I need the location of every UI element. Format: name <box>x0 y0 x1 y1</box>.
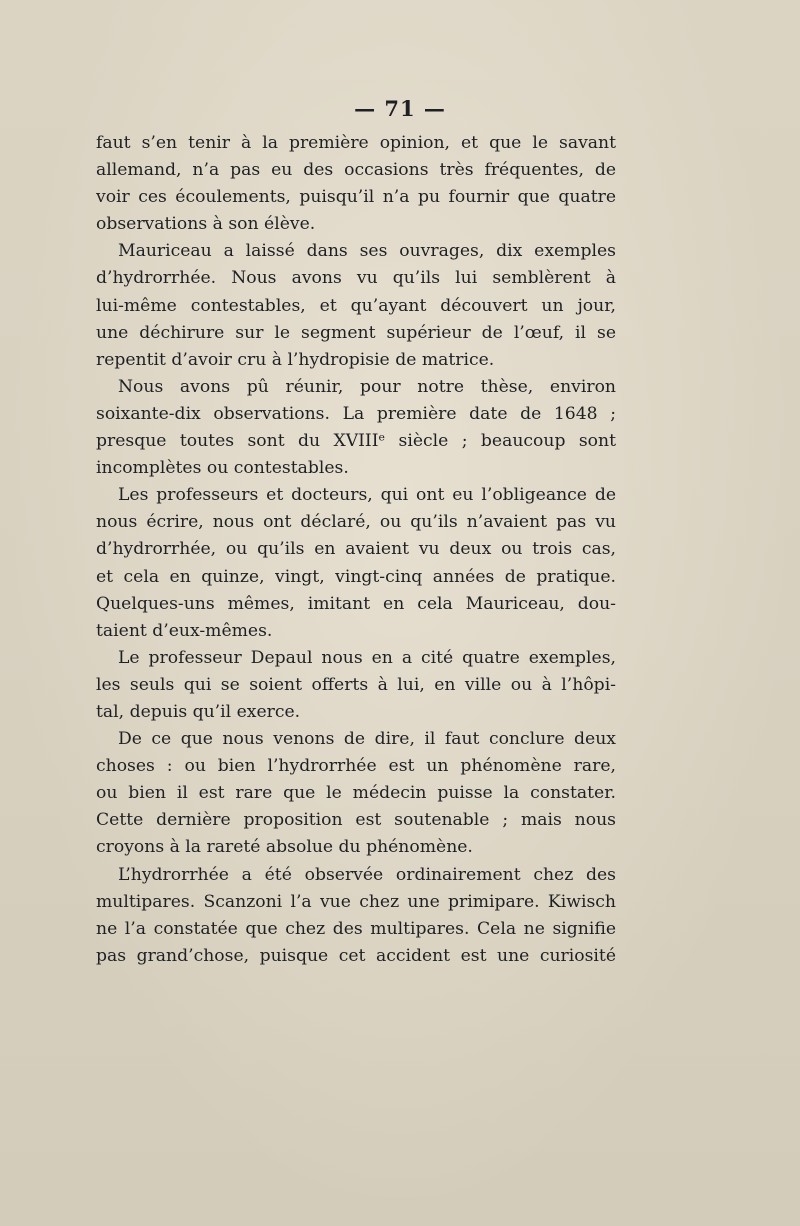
text-line: soixante-dix observations. La première date de 1648 ; <box>96 403 616 424</box>
text-line: voir ces écoulements, puisqu’il n’a pu fournir que quatre <box>96 187 616 208</box>
text-line: nous écrire, nous ont déclaré, ou qu’ils n’avaient pas vu <box>96 512 616 533</box>
text-line: presque toutes sont du XVIIIᵉ siècle ; beaucoup sont <box>96 431 616 452</box>
text-line: incomplètes ou contestables. <box>96 458 349 479</box>
text-line: Cette dernière proposition est soutenable ; mais nous <box>96 810 616 831</box>
text-line: faut s’en tenir à la première opinion, et que le savant <box>96 133 616 153</box>
text-line: ne l’a constatée que chez des multipares. Cela ne signifie <box>96 918 616 939</box>
text-line: observations à son élève. <box>96 214 316 235</box>
text-line: De ce que nous venons de dire, il faut conclure deux <box>118 729 616 750</box>
text-line: tal, depuis qu’il exerce. <box>96 701 301 722</box>
text-line: et cela en quinze, vingt, vingt-cinq années de pratique. <box>96 566 616 587</box>
text-line: Le professeur Depaul nous en a cité quatre exemples, <box>118 647 616 668</box>
text-line: Nous avons pû réunir, pour notre thèse, environ <box>118 376 616 397</box>
text-line: ou bien il est rare que le médecin puisse la constater. <box>96 783 616 804</box>
text-line: taient d’eux-mêmes. <box>96 620 273 641</box>
paragraph <box>96 130 616 238</box>
page-number: — 71 — <box>354 96 446 121</box>
text-line: Quelques-uns mêmes, imitant en cela Mauriceau, dou- <box>96 593 616 614</box>
text-line: pas grand’chose, puisque cet accident est une curiosité <box>96 945 616 966</box>
text-line: Mauriceau a laissé dans ses ouvrages, dix exemples <box>118 241 616 262</box>
paragraph <box>96 482 616 645</box>
text-line: L’hydrorrhée a été observée ordinairement chez des <box>118 864 616 885</box>
text-line: d’hydrorrhée, ou qu’ils en avaient vu deux ou trois cas, <box>96 539 616 560</box>
text-line: multipares. Scanzoni l’a vue chez une primipare. Kiwisch <box>96 891 616 912</box>
text-line: croyons à la rareté absolue du phénomène. <box>96 837 473 858</box>
text-line: allemand, n’a pas eu des occasions très fréquentes, de <box>96 160 616 181</box>
paragraph <box>96 374 616 482</box>
text-line: les seuls qui se soient offerts à lui, en ville ou à l’hôpi- <box>96 674 616 695</box>
paragraph <box>96 862 616 970</box>
text-line: lui-même contestables, et qu’ayant découvert un jour, <box>96 295 616 316</box>
text-line: une déchirure sur le segment supérieur de l’œuf, il se <box>96 322 616 343</box>
text-line: choses : ou bien l’hydrorrhée est un phénomène rare, <box>96 756 616 777</box>
paragraph <box>96 645 616 726</box>
body-text <box>96 130 616 970</box>
paragraph <box>96 238 616 373</box>
text-line: repentit d’avoir cru à l’hydropisie de matrice. <box>96 349 495 370</box>
paragraph <box>96 726 616 861</box>
text-line: Les professeurs et docteurs, qui ont eu l’obligeance de <box>118 485 616 506</box>
text-line: d’hydrorrhée. Nous avons vu qu’ils lui semblèrent à <box>96 268 616 289</box>
